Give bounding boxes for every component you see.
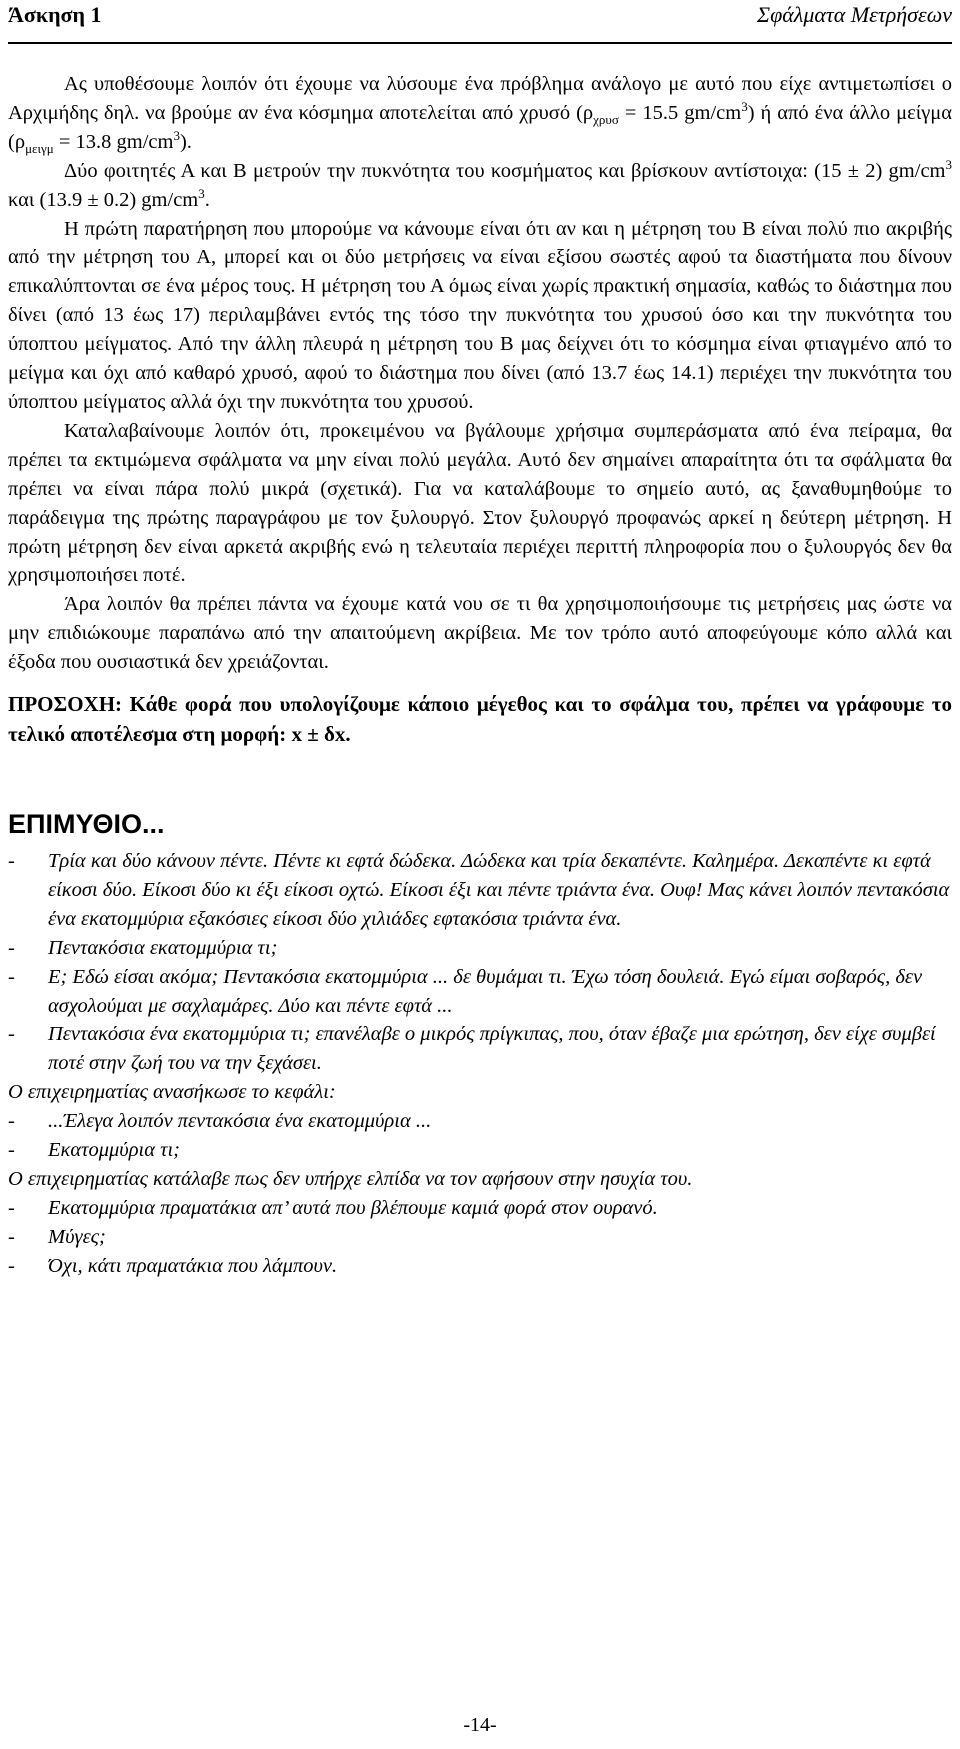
section-title: Σφάλματα Μετρήσεων bbox=[757, 2, 952, 27]
paragraph-conclusions: Καταλαβαίνουμε λοιπόν ότι, προκειμένου να βγάλουμε χρήσιμα συμπεράσματα από ένα πείραμα, θα πρέπει τα εκτιμώμενα σφάλματα να μην είναι πολύ μεγάλα. Αυτό δεν σημαίνει απαραίτητα ότι τα σφάλματα θα πρέπει να είναι πάρα πολύ μικρά (σχετικά). Για να καταλάβουμε το σημείο αυτό, ας ξαναθυμηθούμε το παράδειγμα της πρώτης παραγράφου με τον ξυλουργό. Στον ξυλουργό προφανώς αρκεί η δεύτερη μέτρηση. Η πρώτη μέτρηση δεν είναι αρκετά ακριβής ενώ η τελευταία περιέχει περιττή πληροφορία που ο ξυλουργός δεν θα χρησιμοποιήσει ποτέ. bbox=[8, 419, 952, 587]
document-body bbox=[8, 70, 952, 1281]
page-number: -14- bbox=[463, 1714, 497, 1736]
paragraph-precision: Άρα λοιπόν θα πρέπει πάντα να έχουμε κατά νου σε τι θα χρησιμοποιήσουμε τις μετρήσεις μας ώστε να μην επιδιώκουμε παραπάνω από την απαιτούμενη ακρίβεια. Με τον τρόπο αυτό αποφεύγουμε κόπο αλλά και έξοδα που ουσιαστικά δεν χρειάζονται. bbox=[8, 593, 952, 674]
dialogue-line: - ...Έλεγα λοιπόν πεντακόσια ένα εκατομμύρια ... bbox=[8, 1110, 432, 1133]
moral-heading: ΕΠΙΜΥΘΙΟ... bbox=[8, 809, 165, 840]
paragraph-observation: Η πρώτη παρατήρηση που μπορούμε να κάνουμε είναι ότι αν και η μέτρηση του Β είναι πολύ πιο ακριβής από την μέτρηση του Α, μπορεί και οι δύο μετρήσεις να είναι εξίσου σωστές αφού τα διαστήματα που δίνουν επικαλύπτονται σε ένα μέρος τους. Η μέτρηση του Α όμως είναι χωρίς πρακτική σημασία, καθώς το διάστημα που δίνει (από 13 έως 17) περιλαμβάνει εντός της τόσο την πυκνότητα του χρυσού όσο και την πυκνότητα του ύποπτου μείγματος. Από την άλλη πλευρά η μέτρηση του Β μας δείχνει ότι το κόσμημα είναι φτιαγμένο από το μείγμα και όχι από καθαρό χρυσό, αφού το διάστημα που δίνει (από 13.7 έως 14.1) περιέχει την πυκνότητα του ύποπτου μείγματος αλλά όχι την πυκνότητα του χρυσού. bbox=[8, 217, 952, 413]
page-header bbox=[8, 0, 952, 44]
narration-line: Ο επιχειρηματίας κατάλαβε πως δεν υπήρχε ελπίδα να τον αφήσουν στην ησυχία του. bbox=[8, 1168, 693, 1190]
paragraph-students: Δύο φοιτητές Α και Β μετρούν την πυκνότητα του κοσμήματος και βρίσκουν αντίστοιχα: (15 ± 2) $gm/cm^3$ και (13.9 ± 0.2) $gm/cm^3$. bbox=[8, 156, 952, 211]
exercise-title: Άσκηση 1 bbox=[8, 2, 102, 27]
paragraph-archimedes: Ας υποθέσουμε λοιπόν ότι έχουμε να λύσουμε ένα πρόβλημα ανάλογο με αυτό που είχε αντιμετωπίσει ο Αρχιμήδης δηλ. να βρούμε αν ένα κόσμημα αποτελείται από χρυσό ($\rho_{\chi\rho\upsilon\sigma} = 15.5$ $gm/cm^3$) ή από ένα άλλο μείγμα ($\rho_{\mu\varepsilon\iota\gamma\mu} = 13.8$ $gm/cm^3$). bbox=[8, 73, 952, 156]
moral-dialogue bbox=[8, 847, 952, 1281]
dialogue-line: - Πεντακόσια εκατομμύρια τι; bbox=[8, 936, 278, 959]
dialogue-line: - Εκατομμύρια πραματάκια απ’ αυτά που βλέπουμε καμιά φορά στον ουρανό. bbox=[8, 1196, 658, 1219]
dialogue-line: - Ε; Εδώ είσαι ακόμα; Πεντακόσια εκατομμύρια ... δε θυμάμαι τι. Έχω τόση δουλειά. Εγώ είμαι σοβαρός, δεν ασχολούμαι με σαχλαμάρες. Δύο και πέντε εφτά ... bbox=[8, 965, 923, 1017]
dialogue-line: - Εκατομμύρια τι; bbox=[8, 1139, 180, 1162]
dialogue-line: - Πεντακόσια ένα εκατομμύρια τι; επανέλαβε ο μικρός πρίγκιπας, που, όταν έβαζε μια ερώτηση, δεν είχε συμβεί ποτέ στην ζωή του να την ξεχάσει. bbox=[8, 1023, 936, 1075]
dialogue-line: - Μύγες; bbox=[8, 1225, 106, 1248]
warning-note: ΠΡΟΣΟΧΗ: Κάθε φορά που υπολογίζουμε κάποιο μέγεθος και το σφάλμα του, πρέπει να γράφουμε το τελικό αποτέλεσμα στη μορφή: x ± δx. bbox=[8, 692, 952, 747]
narration-line: Ο επιχειρηματίας ανασήκωσε το κεφάλι: bbox=[8, 1081, 336, 1104]
dialogue-line: - Όχι, κάτι πραματάκια που λάμπουν. bbox=[8, 1254, 338, 1277]
dialogue-line: - Τρία και δύο κάνουν πέντε. Πέντε κι εφτά δώδεκα. Δώδεκα και τρία δεκαπέντε. Καλημέρα. Δεκαπέντε κι εφτά είκοσι δύο. Είκοσι δύο κι έξι είκοσι οχτώ. Είκοσι έξι και πέντε τριάντα ένα. Ουφ! Μας κάνει λοιπόν πεντακόσια ένα εκατομμύρια εξακόσιες είκοσι δύο χιλιάδες εφτακόσια τριάντα ένα. bbox=[8, 850, 950, 930]
